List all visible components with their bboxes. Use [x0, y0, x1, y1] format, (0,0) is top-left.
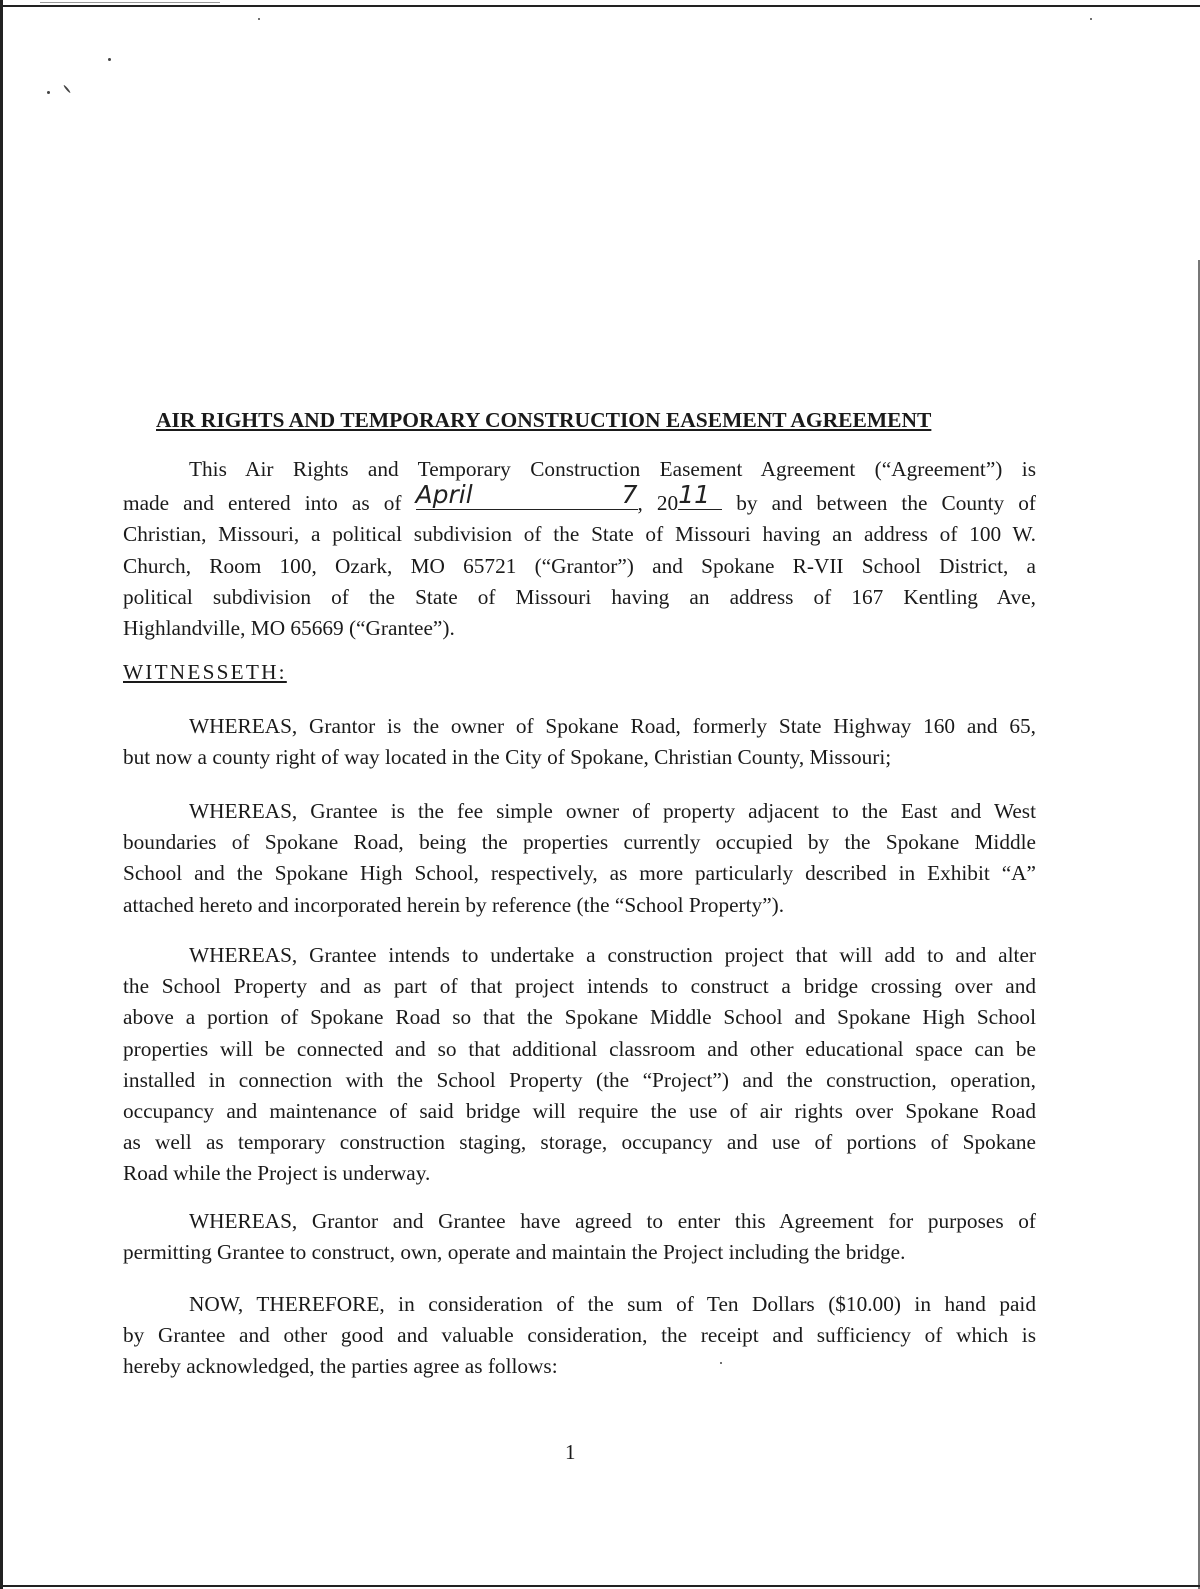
intro-line: political subdivision of the State of Missouri having an address of 167 Kentling Ave, [123, 584, 1036, 609]
paragraph-line: School and the Spokane High School, respectively, as more particularly described in Exhibit “A” [123, 861, 1036, 886]
intro-line: Highlandville, MO 65669 (“Grantee”). [123, 616, 455, 641]
date-blank [415, 480, 638, 510]
paragraph-line: WHEREAS, Grantor is the owner of Spokane Road, formerly State Highway 160 and 65, [189, 714, 1036, 738]
whereas-paragraph [123, 940, 1036, 1190]
whereas-paragraph [123, 711, 1036, 773]
scan-edge-faint [40, 2, 220, 3]
scan-speck [1090, 18, 1092, 20]
intro-line: by and between the County of [736, 491, 1037, 516]
intro-paragraph [123, 454, 1036, 644]
paragraph-line: hereby acknowledged, the parties agree as follows: [123, 1354, 558, 1379]
intro-line: , 20 [637, 491, 679, 516]
intro-line: made and entered into as of [123, 491, 402, 516]
paragraph-line: attached hereto and incorporated herein by reference (the “School Property”). [123, 892, 785, 917]
paragraph-line: boundaries of Spokane Road, being the properties currently occupied by the Spokane Middle [123, 830, 1036, 855]
handwritten-date: April 7 [415, 480, 638, 510]
year-blank [678, 480, 722, 510]
intro-line: This Air Rights and Temporary Construction Easement Agreement (“Agreement”) is [189, 457, 1036, 481]
scan-edge-bottom [0, 1585, 1200, 1587]
paragraph-line: WHEREAS, Grantee is the fee simple owner of property adjacent to the East and West [189, 799, 1036, 823]
paragraph-line: as well as temporary construction staging, storage, occupancy and use of portions of Spokane [123, 1130, 1036, 1155]
paragraph-line: properties will be connected and so that additional classroom and other educational space can be [123, 1036, 1036, 1061]
paragraph-line: but now a county right of way located in the City of Spokane, Christian County, Missouri; [123, 745, 892, 770]
scan-speck [63, 85, 71, 94]
whereas-paragraph [123, 1206, 1036, 1268]
paragraph-line: the School Property and as part of that project intends to construct a bridge crossing over and [123, 974, 1036, 999]
witnesseth-heading: WITNESSETH: [123, 660, 287, 684]
handwritten-year: 11 [678, 480, 710, 510]
intro-line: Christian, Missouri, a political subdivision of the State of Missouri having an address of 100 W. [123, 522, 1036, 547]
whereas-paragraph [123, 796, 1036, 921]
scan-speck [47, 91, 50, 94]
paragraph-line: NOW, THEREFORE, in consideration of the sum of Ten Dollars ($10.00) in hand paid [189, 1292, 1036, 1316]
paragraph-line: by Grantee and other good and valuable consideration, the receipt and sufficiency of which is [123, 1323, 1036, 1348]
now-therefore-paragraph [123, 1289, 1036, 1383]
document-title: AIR RIGHTS AND TEMPORARY CONSTRUCTION EASEMENT AGREEMENT [156, 408, 932, 432]
paragraph-line: WHEREAS, Grantee intends to undertake a construction project that will add to and alter [189, 943, 1036, 967]
page-number: 1 [565, 1440, 576, 1464]
paragraph-line: WHEREAS, Grantor and Grantee have agreed to enter this Agreement for purposes of [189, 1209, 1036, 1233]
paragraph-line: occupancy and maintenance of said bridge will require the use of air rights over Spokane Road [123, 1099, 1036, 1124]
scan-edge-top [0, 5, 1200, 7]
intro-line: Church, Room 100, Ozark, MO 65721 (“Grantor”) and Spokane R-VII School District, a [123, 553, 1036, 578]
paragraph-line: above a portion of Spokane Road so that the Spokane Middle School and Spokane High School [123, 1005, 1036, 1030]
paragraph-line: Road while the Project is underway. [123, 1161, 431, 1186]
paragraph-line: permitting Grantee to construct, own, operate and maintain the Project including the bridge. [123, 1240, 906, 1265]
scan-edge-left [0, 0, 3, 1589]
scan-speck [258, 18, 260, 20]
scan-speck [108, 58, 111, 61]
paragraph-line: installed in connection with the School Property (the “Project”) and the construction, operation, [123, 1067, 1036, 1092]
